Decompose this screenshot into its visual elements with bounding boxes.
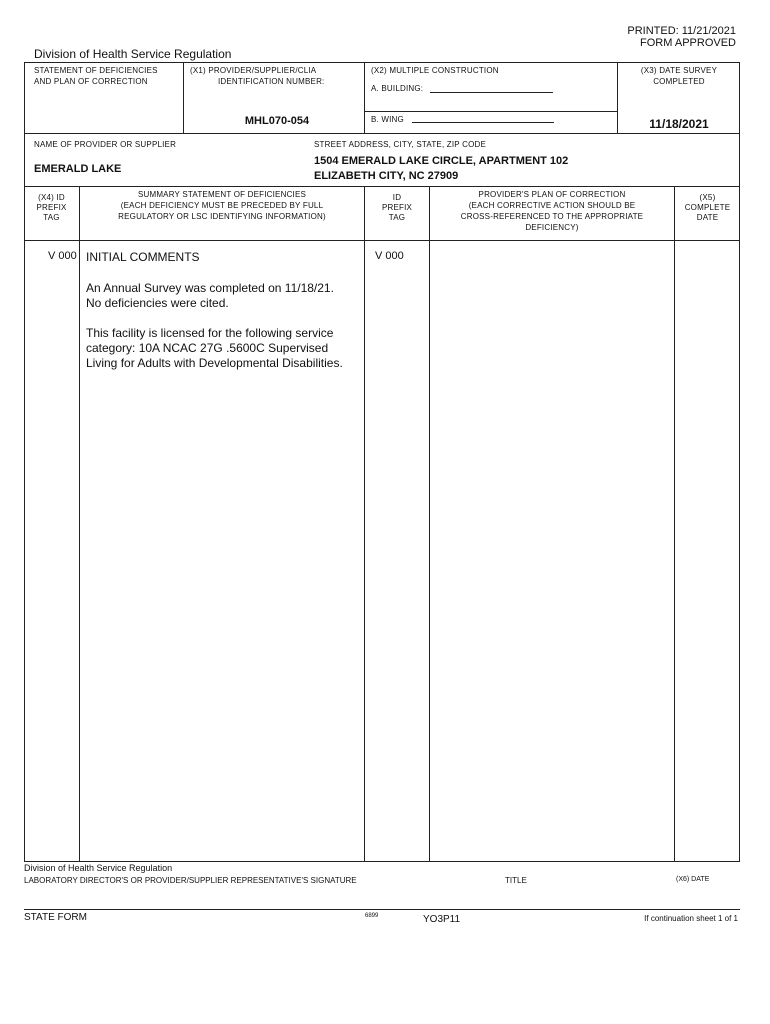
- divider: [183, 62, 184, 133]
- plan-header-2: (EACH CORRECTIVE ACTION SHOULD BE: [468, 201, 636, 210]
- para2-line3: Living for Adults with Developmental Disabilities.: [86, 356, 343, 370]
- para2-line1: This facility is licensed for the following service: [86, 326, 334, 340]
- statement-label-1: STATEMENT OF DEFICIENCIES: [34, 66, 158, 75]
- address-line-1: 1504 EMERALD LAKE CIRCLE, APARTMENT 102: [314, 155, 569, 167]
- col-divider: [364, 186, 365, 862]
- id-header-2: PREFIX: [381, 203, 413, 212]
- sheet-code: YO3P11: [423, 914, 461, 925]
- continuation-sheet: If continuation sheet 1 of 1: [644, 914, 738, 923]
- divider: [24, 240, 740, 241]
- plan-header-3: CROSS-REFERENCED TO THE APPROPRIATE: [460, 212, 644, 221]
- section-heading: INITIAL COMMENTS: [86, 250, 200, 264]
- plan-header-1: PROVIDER'S PLAN OF CORRECTION: [478, 190, 626, 199]
- x1-label-1: (X1) PROVIDER/SUPPLIER/CLIA: [190, 66, 317, 75]
- summary-header-2: (EACH DEFICIENCY MUST BE PRECEDED BY FULL: [120, 201, 324, 210]
- para1-line2: No deficiencies were cited.: [86, 296, 229, 310]
- summary-header-1: SUMMARY STATEMENT OF DEFICIENCIES: [137, 190, 307, 199]
- footer-division: Division of Health Service Regulation: [24, 863, 173, 873]
- divider: [364, 62, 365, 133]
- statement-label-2: AND PLAN OF CORRECTION: [34, 77, 148, 86]
- col-divider: [429, 186, 430, 862]
- x1-label-2: IDENTIFICATION NUMBER:: [218, 77, 325, 86]
- signature-label: LABORATORY DIRECTOR'S OR PROVIDER/SUPPLIER REPRESENTATIVE'S SIGNATURE: [24, 876, 357, 885]
- printed-date: PRINTED: 11/21/2021: [627, 25, 736, 37]
- address-label: STREET ADDRESS, CITY, STATE, ZIP CODE: [314, 140, 487, 149]
- tag-left: V 000: [48, 250, 77, 262]
- form-frame: [24, 62, 740, 862]
- divider: [24, 186, 740, 187]
- id-header-1: ID: [392, 193, 402, 202]
- x6-date-label: (X6) DATE: [676, 876, 710, 883]
- col-divider: [674, 186, 675, 862]
- building-field[interactable]: [430, 92, 553, 93]
- divider: [24, 133, 740, 134]
- wing-field[interactable]: [412, 122, 554, 123]
- state-form: STATE FORM: [24, 912, 87, 923]
- building-label: A. BUILDING:: [371, 84, 424, 93]
- x5-header-1: (X5): [699, 193, 716, 202]
- x3-label-1: (X3) DATE SURVEY: [640, 66, 718, 75]
- plan-header-4: DEFICIENCY): [525, 223, 579, 232]
- x3-label-2: COMPLETED: [653, 77, 705, 86]
- wing-label: B. WING: [371, 115, 404, 124]
- x5-header-3: DATE: [696, 213, 719, 222]
- form-code: 6899: [365, 913, 379, 919]
- id-header-3: TAG: [388, 213, 406, 222]
- col-divider: [79, 186, 80, 862]
- footer-divider: [24, 909, 740, 910]
- survey-date: 11/18/2021: [649, 117, 709, 131]
- x4-header-3: TAG: [43, 213, 60, 222]
- para2-line2: category: 10A NCAC 27G .5600C Supervised: [86, 341, 329, 355]
- title-label: TITLE: [505, 876, 527, 885]
- provider-name: EMERALD LAKE: [34, 163, 122, 175]
- x2-label: (X2) MULTIPLE CONSTRUCTION: [371, 66, 499, 75]
- form-approved: FORM APPROVED: [640, 37, 736, 49]
- x5-header-2: COMPLETE: [684, 203, 731, 212]
- divider: [364, 111, 617, 112]
- summary-header-3: REGULATORY OR LSC IDENTIFYING INFORMATION): [118, 212, 326, 221]
- tag-right: V 000: [375, 250, 404, 262]
- provider-id: MHL070-054: [244, 115, 310, 127]
- address-line-2: ELIZABETH CITY, NC 27909: [314, 170, 459, 182]
- provider-name-label: NAME OF PROVIDER OR SUPPLIER: [34, 140, 177, 149]
- division-title: Division of Health Service Regulation: [34, 47, 232, 61]
- para1-line1: An Annual Survey was completed on 11/18/21.: [86, 281, 334, 295]
- x4-header-2: PREFIX: [36, 203, 67, 212]
- x4-header-1: (X4) ID: [38, 193, 65, 202]
